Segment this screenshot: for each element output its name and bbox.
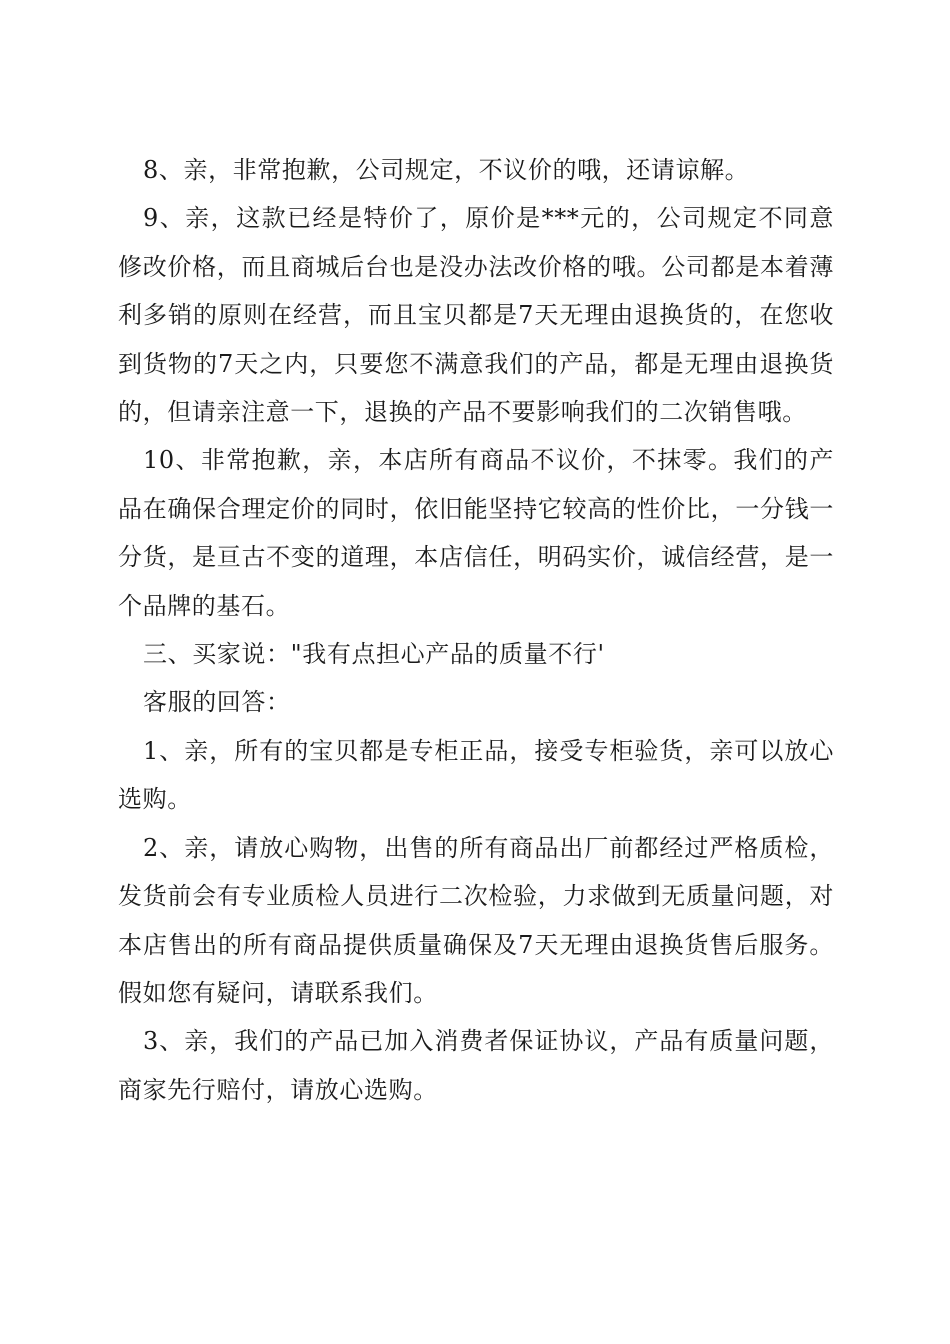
- answer-item-1: 1、亲，所有的宝贝都是专柜正品，接受专柜验货，亲可以放心选购。: [118, 736, 834, 814]
- paragraph-item-10: 10、非常抱歉，亲，本店所有商品不议价，不抹零。我们的产品在确保合理定价的同时，依旧能坚持它较高的性价比，一分钱一分货，是亘古不变的道理，本店信任，明码实价，诚信经营，是一个品牌的基石。: [118, 446, 834, 620]
- answer-label: 客服的回答：: [143, 688, 291, 717]
- paragraph-item-9: 9、亲，这款已经是特价了，原价是***元的，公司规定不同意修改价格，而且商城后台也是没办法改价格的哦。公司都是本着薄利多销的原则在经营，而且宝贝都是7天无理由退换货的，在您收到货物的7天之内，只要您不满意我们的产品，都是无理由退换货的，但请亲注意一下，退换的产品不要影响我们的二次销售哦。: [118, 204, 834, 427]
- answer-item-2: 2、亲，请放心购物，出售的所有商品出厂前都经过严格质检，发货前会有专业质检人员进行二次检验，力求做到无质量问题，对本店售出的所有商品提供质量确保及7天无理由退换货售后服务。假如您有疑问，请联系我们。: [118, 833, 834, 1007]
- document-body: [118, 146, 834, 1114]
- section-heading-three: 三、买家说："我有点担心产品的质量不行': [143, 640, 605, 669]
- answer-item-3: 3、亲，我们的产品已加入消费者保证协议，产品有质量问题，商家先行赔付，请放心选购。: [118, 1027, 834, 1104]
- paragraph-item-8: 8、亲，非常抱歉，公司规定，不议价的哦，还请谅解。: [143, 156, 750, 184]
